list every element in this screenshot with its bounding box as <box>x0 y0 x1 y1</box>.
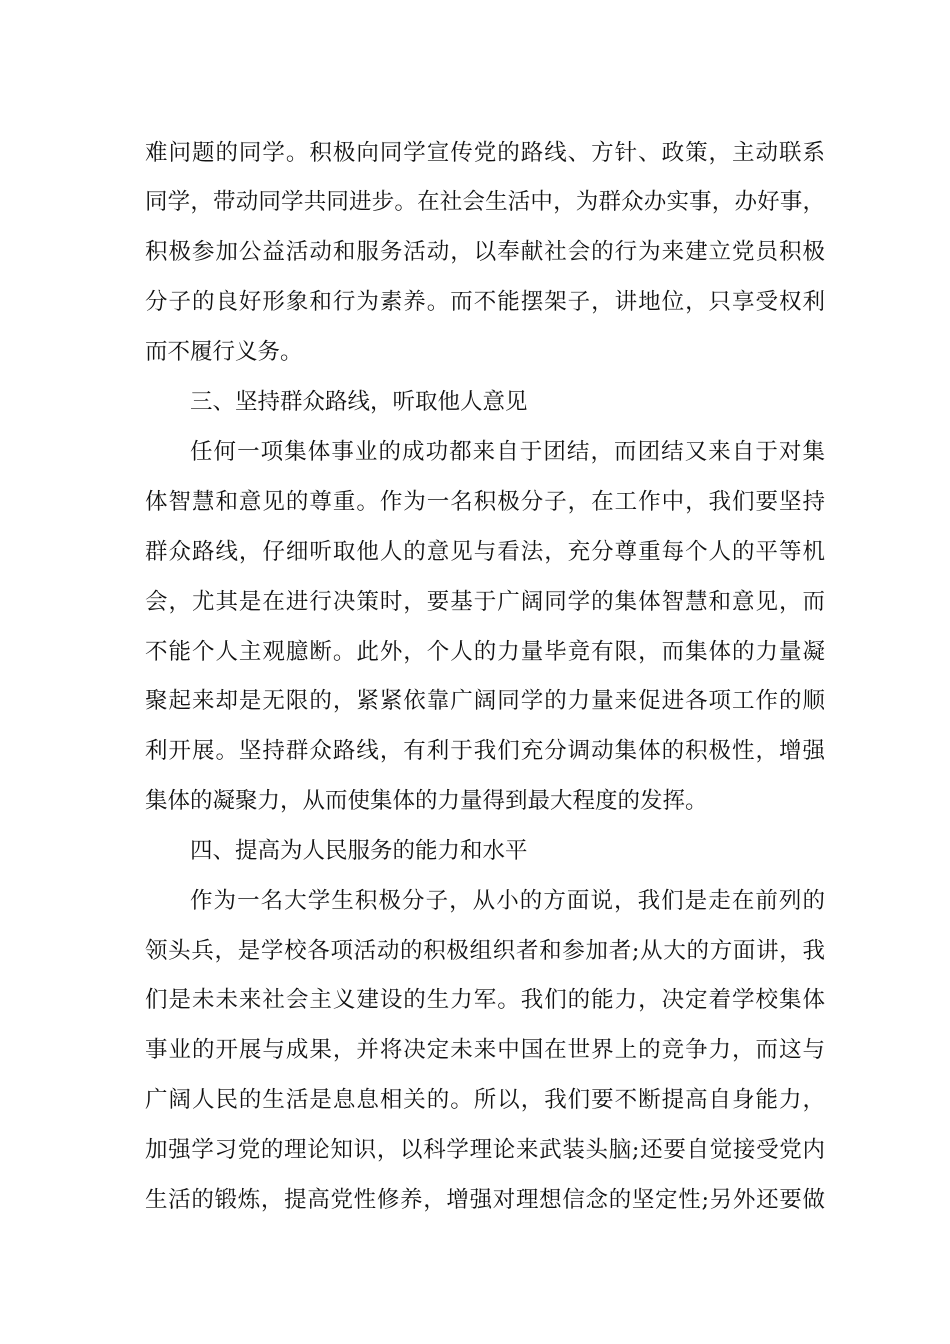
body-text-line: 分子的良好形象和行为素养。而不能摆架子，讲地位，只享受权利 <box>145 289 825 315</box>
body-text-line: 事业的开展与成果，并将决定未来中国在世界上的竞争力，而这与 <box>145 1037 825 1063</box>
section-heading: 三、坚持群众路线，听取他人意见 <box>190 389 528 415</box>
section-heading: 四、提高为人民服务的能力和水平 <box>190 838 528 864</box>
body-text-line: 群众路线，仔细听取他人的意见与看法，充分尊重每个人的平等机 <box>145 539 825 565</box>
body-text-line: 体智慧和意见的尊重。作为一名积极分子，在工作中，我们要坚持 <box>145 489 825 515</box>
body-text-line: 作为一名大学生积极分子，从小的方面说，我们是走在前列的 <box>190 888 825 914</box>
body-text-line: 广阔人民的生活是息息相关的。所以，我们要不断提高自身能力， <box>145 1087 825 1113</box>
body-text-line: 领头兵，是学校各项活动的积极组织者和参加者;从大的方面讲，我 <box>145 938 825 964</box>
body-text-line: 积极参加公益活动和服务活动，以奉献社会的行为来建立党员积极 <box>145 239 825 265</box>
body-text-line: 生活的锻炼，提高党性修养，增强对理想信念的坚定性;另外还要做 <box>145 1187 825 1213</box>
body-text-line: 集体的凝聚力，从而使集体的力量得到最大程度的发挥。 <box>145 788 708 814</box>
body-text-line: 聚起来却是无限的，紧紧依靠广阔同学的力量来促进各项工作的顺 <box>145 688 825 714</box>
body-text-line: 而不履行义务。 <box>145 339 303 365</box>
body-text-line: 任何一项集体事业的成功都来自于团结，而团结又来自于对集 <box>190 439 825 465</box>
body-text-line: 加强学习党的理论知识，以科学理论来武装头脑;还要自觉接受党内 <box>145 1137 825 1163</box>
body-text-line: 利开展。坚持群众路线，有利于我们充分调动集体的积极性，增强 <box>145 738 825 764</box>
body-text-line: 不能个人主观臆断。此外，个人的力量毕竟有限，而集体的力量凝 <box>145 639 825 665</box>
body-text-line: 同学，带动同学共同进步。在社会生活中，为群众办实事，办好事， <box>145 189 825 215</box>
body-text-line: 会，尤其是在进行决策时，要基于广阔同学的集体智慧和意见，而 <box>145 589 825 615</box>
body-text-line: 难问题的同学。积极向同学宣传党的路线、方针、政策，主动联系 <box>145 140 825 166</box>
body-text-line: 们是未未来社会主义建设的生力军。我们的能力，决定着学校集体 <box>145 987 825 1013</box>
